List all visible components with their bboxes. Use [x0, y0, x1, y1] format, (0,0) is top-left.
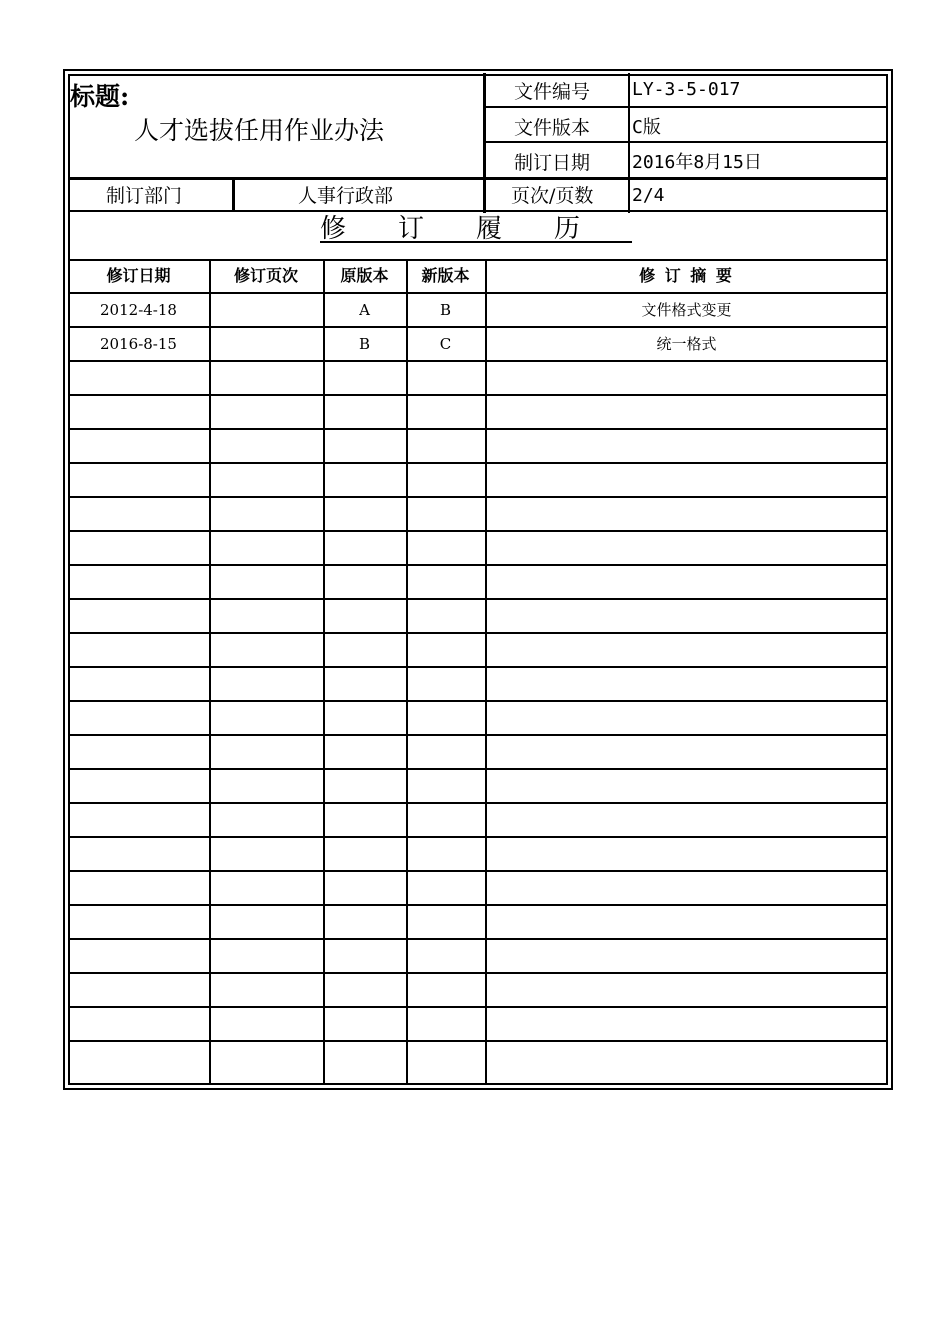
- table-row-line: [68, 870, 888, 872]
- table-row-line: [68, 972, 888, 974]
- table-row-line: [68, 700, 888, 702]
- header-divider-vertical: [483, 73, 486, 213]
- revision-date-value: 2016年8月15日: [632, 152, 762, 173]
- table-column-line: [485, 259, 487, 1083]
- header-bottom-line: [68, 210, 888, 212]
- department-label: 制订部门: [106, 185, 183, 207]
- page-count-label: 页次/页数: [511, 185, 594, 207]
- table-row-line: [68, 904, 888, 906]
- dept-divider: [232, 180, 235, 212]
- table-column-header: 修订日期: [106, 266, 171, 285]
- table-row-line: [68, 564, 888, 566]
- header-row-line: [486, 106, 888, 108]
- table-cell-new: B: [439, 301, 452, 319]
- doc-no-value: LY-3-5-017: [632, 79, 741, 100]
- table-column-header: 修订页次: [233, 266, 298, 285]
- table-cell-date: 2016-8-15: [100, 335, 177, 353]
- table-row-line: [68, 836, 888, 838]
- table-row-line: [68, 666, 888, 668]
- table-column-header: 原版本: [340, 266, 389, 285]
- doc-version-label: 文件版本: [514, 117, 591, 139]
- department-value: 人事行政部: [298, 185, 394, 207]
- table-cell-summary: 文件格式变更: [641, 301, 732, 319]
- revision-date-label: 制订日期: [514, 152, 591, 174]
- table-column-line: [406, 259, 408, 1083]
- table-row-line: [68, 632, 888, 634]
- table-row-line: [68, 598, 888, 600]
- title-label: 标题:: [70, 82, 130, 111]
- table-row-line: [68, 1040, 888, 1042]
- table-cell-old: B: [358, 335, 371, 353]
- table-column-header: 新版本: [421, 266, 470, 285]
- table-row-line: [68, 802, 888, 804]
- document-title: 人才选拔任用作业办法: [134, 116, 385, 145]
- table-row-line: [68, 326, 888, 328]
- doc-version-value: C版: [632, 117, 661, 138]
- table-row-line: [68, 734, 888, 736]
- table-column-line: [209, 259, 211, 1083]
- table-cell-date: 2012-4-18: [100, 301, 177, 319]
- header-divider-vertical-2: [628, 73, 630, 213]
- table-cell-new: C: [439, 335, 452, 353]
- table-row-line: [68, 938, 888, 940]
- table-row-line: [68, 360, 888, 362]
- table-row-line: [68, 292, 888, 294]
- table-header-top-line: [68, 259, 888, 261]
- table-row-line: [68, 530, 888, 532]
- table-row-line: [68, 1006, 888, 1008]
- table-row-line: [68, 428, 888, 430]
- table-row-line: [68, 496, 888, 498]
- header-row-line: [486, 141, 888, 143]
- header-row-line: [68, 177, 888, 180]
- table-column-header: 修 订 摘 要: [639, 266, 734, 285]
- table-row-line: [68, 394, 888, 396]
- table-row-line: [68, 462, 888, 464]
- table-cell-old: A: [359, 301, 370, 319]
- doc-no-label: 文件编号: [514, 81, 591, 103]
- table-row-line: [68, 768, 888, 770]
- page-count-value: 2/4: [632, 185, 665, 206]
- table-column-line: [323, 259, 325, 1083]
- table-cell-summary: 统一格式: [656, 335, 717, 353]
- revision-history-title: 修订履历: [320, 214, 633, 244]
